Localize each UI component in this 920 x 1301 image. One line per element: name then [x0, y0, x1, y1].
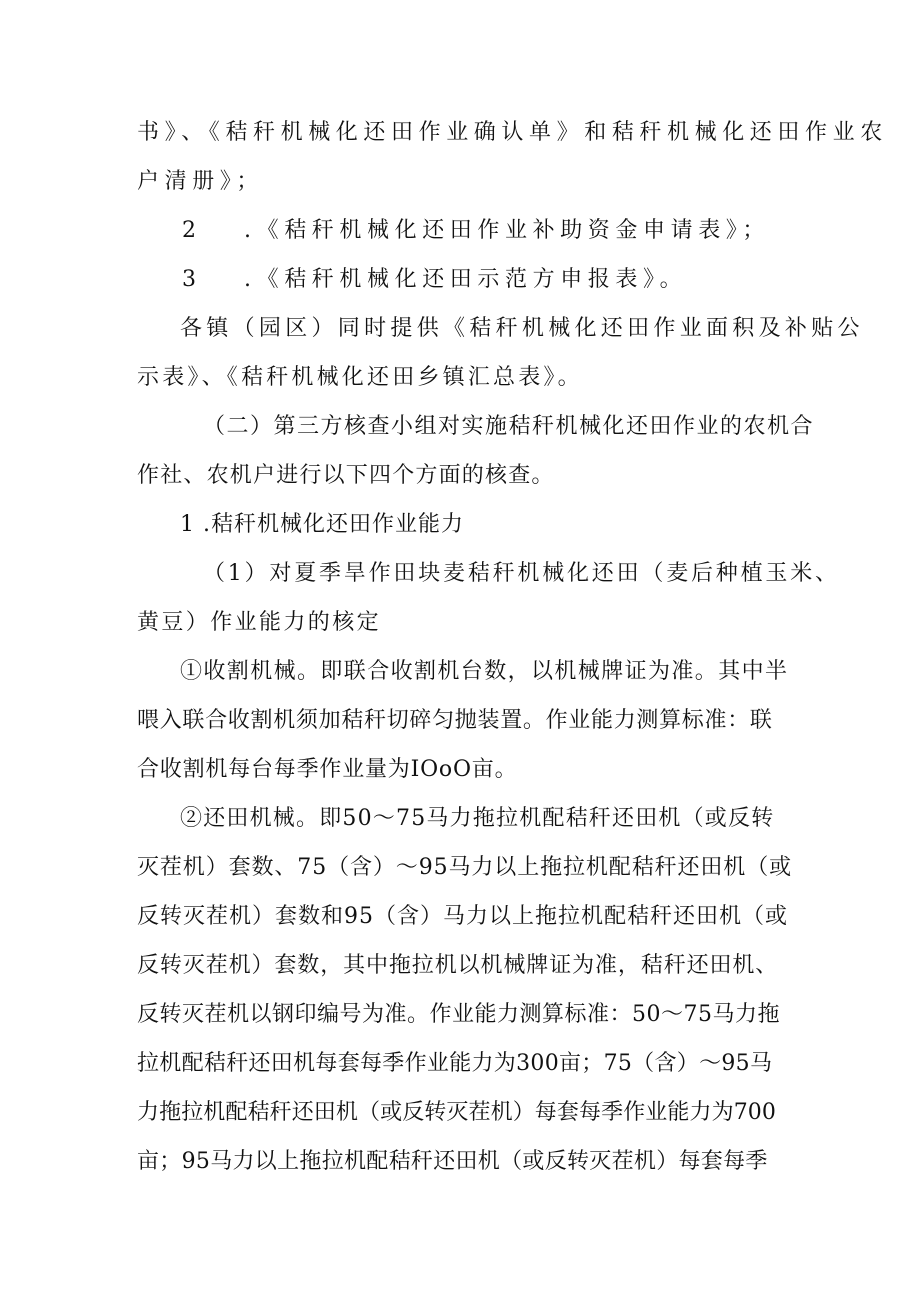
- section-heading: 1 .秸秆机械化还田作业能力: [180, 512, 464, 537]
- paragraph-line: 合收割机每台每季作业量为IOoO亩。: [137, 757, 518, 782]
- paragraph-line: 示表》、《秸秆机械化还田乡镇汇总表》。: [137, 365, 583, 390]
- list-item-text: .《秸秆机械化还田作业补助资金申请表》；: [244, 218, 770, 243]
- paragraph-line: 黄豆）作业能力的核定: [137, 610, 382, 635]
- paragraph-line: 喂入联合收割机须加秸秆切碎匀抛装置。作业能力测算标准：联: [137, 708, 773, 733]
- paragraph-line: 灭茬机）套数、75（含）～95马力以上拖拉机配秸秆还田机（或: [137, 855, 792, 880]
- paragraph-line: 书》、《秸秆机械化还田作业确认单》和秸秆机械化还田作业农: [137, 120, 888, 145]
- paragraph-line: 反转灭茬机）套数和95（含）马力以上拖拉机配秸秆还田机（或: [137, 904, 788, 929]
- paragraph-line: 反转灭茬机以钢印编号为准。作业能力测算标准：50～75马力拖: [137, 1002, 780, 1027]
- paragraph-line: 力拖拉机配秸秆还田机（或反转灭茬机）每套每季作业能力为700: [137, 1100, 776, 1125]
- paragraph-line: 反转灭茬机）套数，其中拖拉机以机械牌证为准，秸秆还田机、: [137, 953, 779, 978]
- paragraph-line: ②还田机械。即50～75马力拖拉机配秸秆还田机（或反转: [180, 806, 775, 831]
- paragraph-line: 作社、农机户进行以下四个方面的核查。: [137, 463, 555, 488]
- paragraph-line: 拉机配秸秆还田机每套每季作业能力为300亩；75（含）～95马: [137, 1051, 773, 1076]
- list-number: 3: [182, 267, 196, 292]
- paragraph-line: 各镇（园区）同时提供《秸秆机械化还田作业面积及补贴公: [180, 316, 864, 341]
- paragraph-line: 亩；95马力以上拖拉机配秸秆还田机（或反转灭茬机）每套每季: [137, 1149, 768, 1174]
- paragraph-line: ①收割机械。即联合收割机台数，以机械牌证为准。其中半: [180, 659, 789, 684]
- list-number: 2: [182, 218, 196, 243]
- paragraph-line: 户清册》；: [137, 169, 265, 194]
- paragraph-line: （二）第三方核查小组对实施秸秆机械化还田作业的农机合: [203, 414, 815, 439]
- list-item-text: .《秸秆机械化还田示范方申报表》。: [244, 267, 688, 292]
- subsection-heading: （1）对夏季旱作田块麦秸秆机械化还田（麦后种植玉米、: [203, 561, 840, 586]
